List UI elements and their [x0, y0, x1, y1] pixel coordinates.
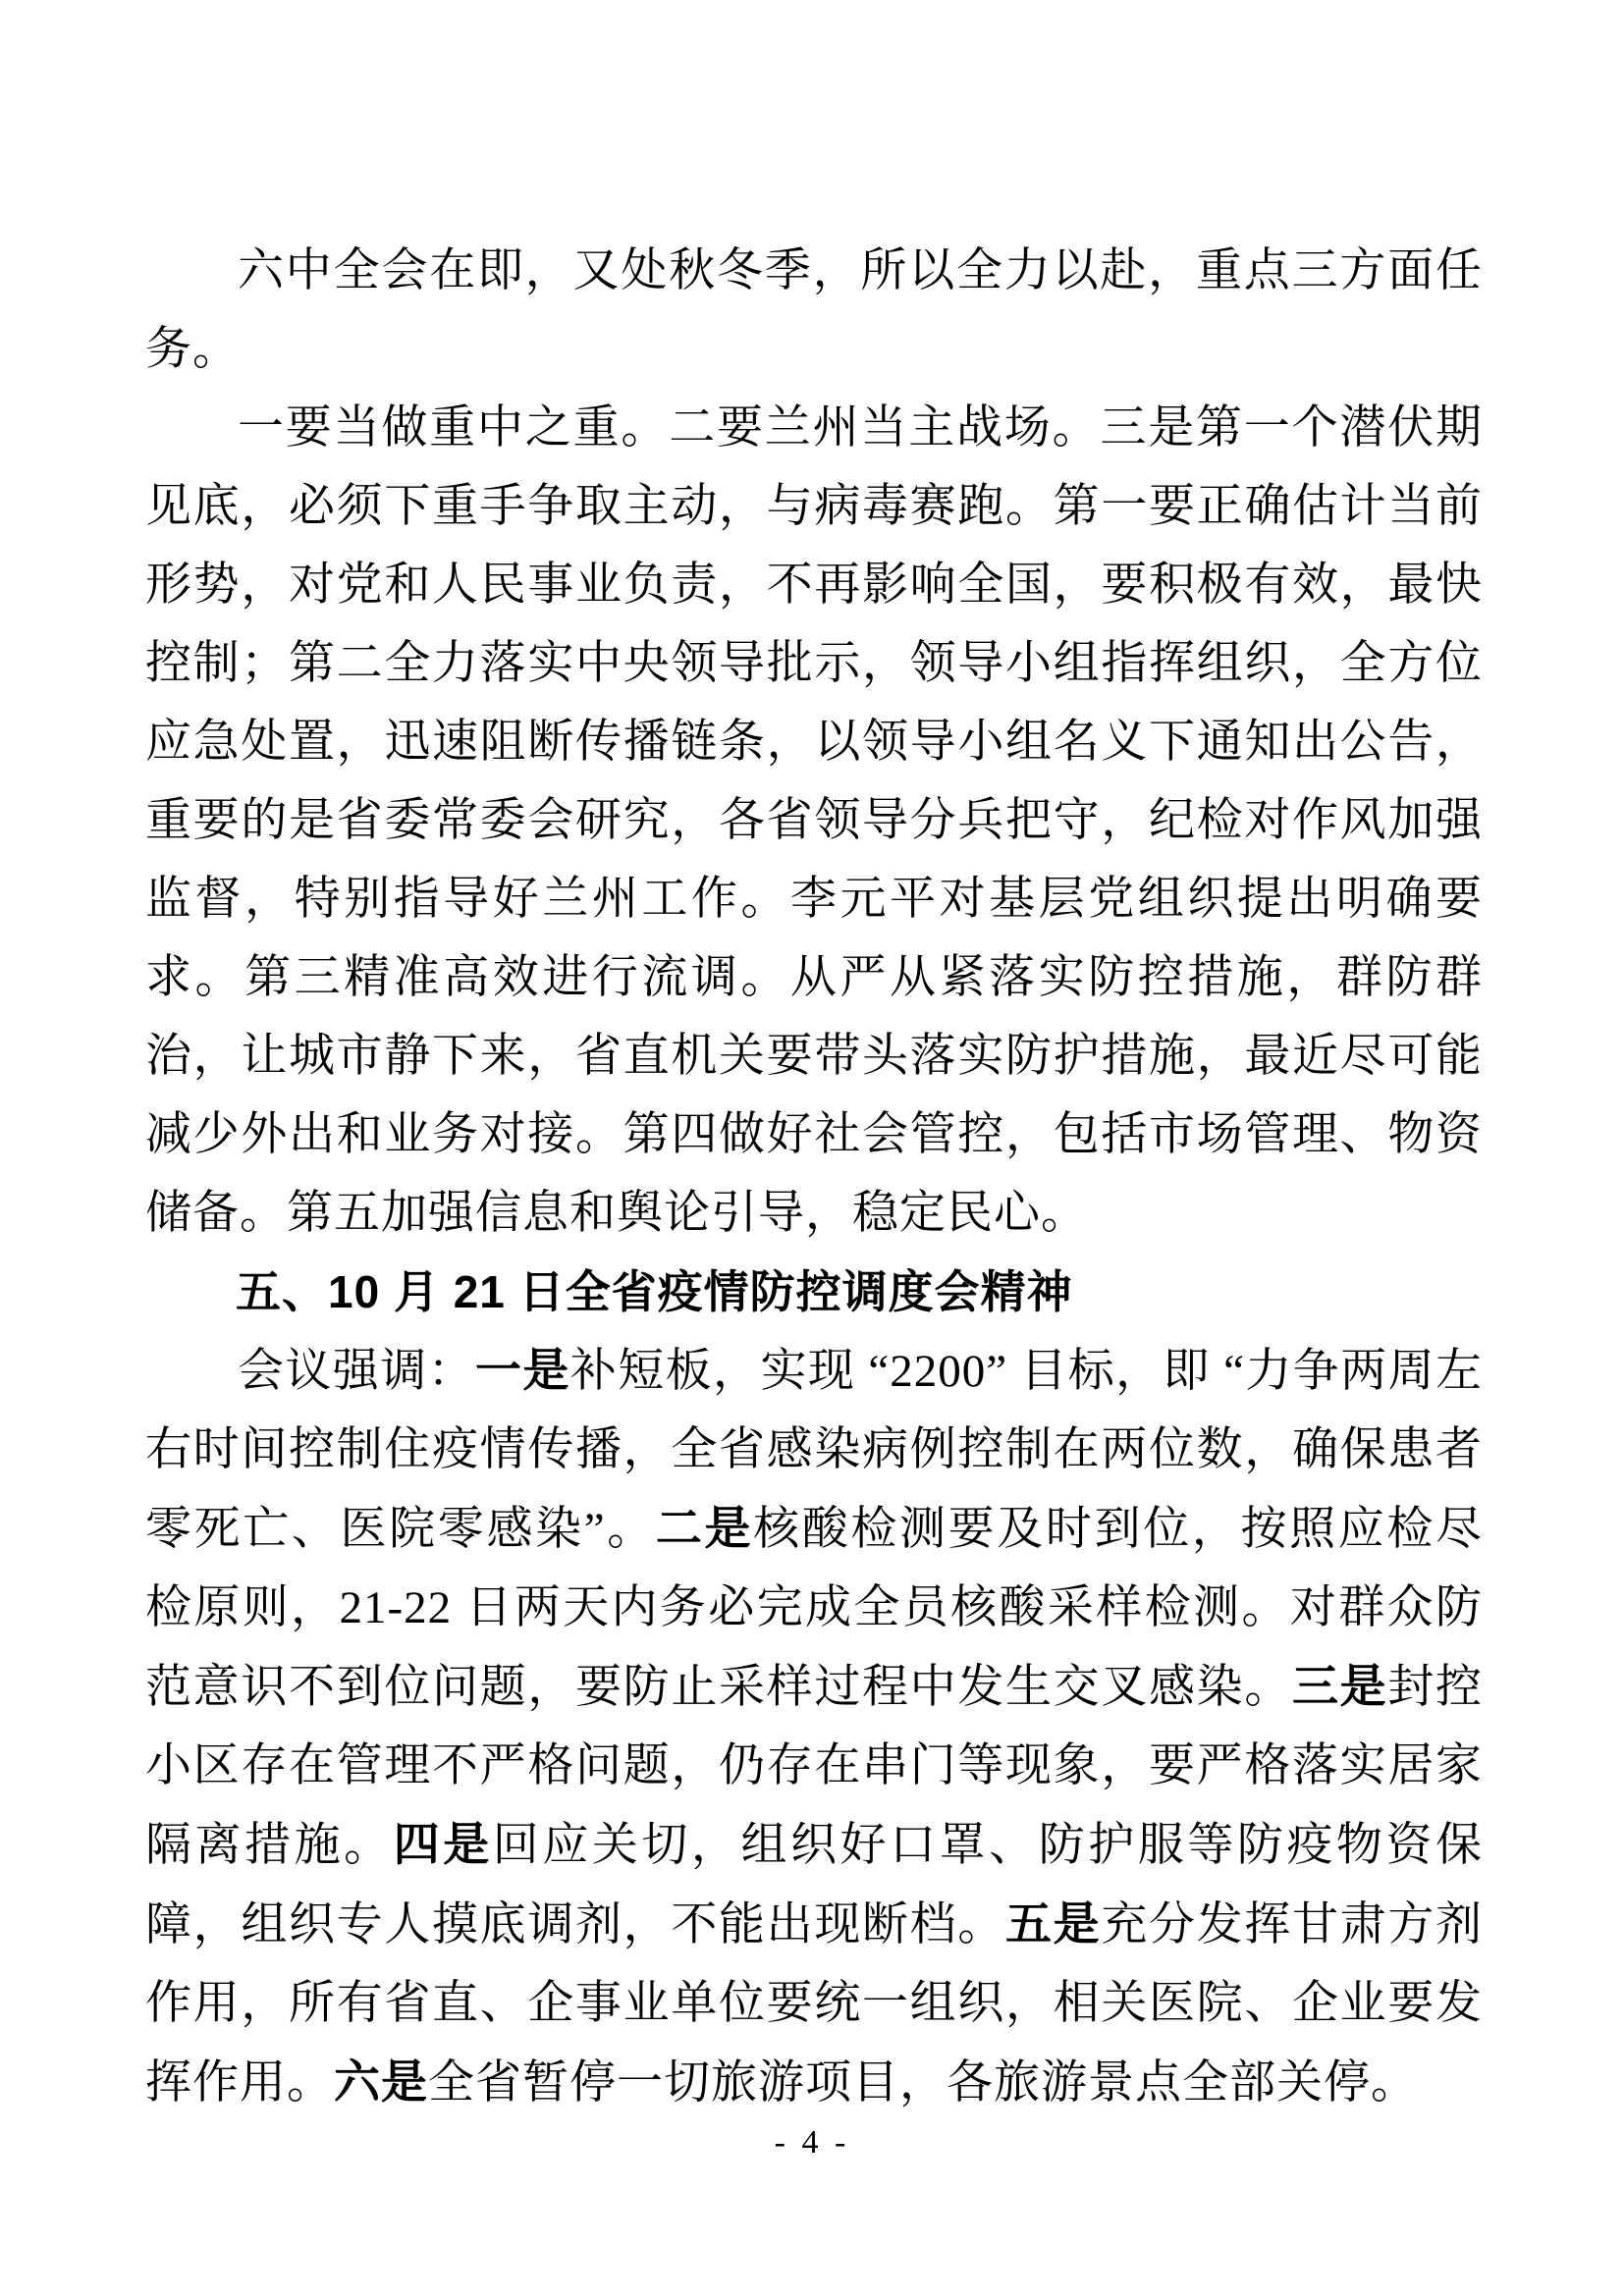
text-run: 充分发挥甘肃方剂作用，所有省直、企事业单位要统一组织，相关医院、企业要发挥作用。 [145, 1899, 1484, 2109]
paragraph-key-tasks: 一要当做重中之重。二要兰州当主战场。三是第一个潜伏期见底，必须下重手争取主动，与病毒赛跑。第一要正确估计当前形势，对党和人民事业负责，不再影响全国，要积极有效，最快控制；第二全力落实中央领导批示，领导小组指挥组织，全方位应急处置，迅速阻断传播链条，以领导小组名义下通知出公告，重要的是省委常委会研究，各省领导分兵把守，纪检对作风加强监督，特别指导好兰州工作。李元平对基层党组织提出明确要求。第三精准高效进行流调。从严从紧落实防控措施，群防群治，让城市静下来，省直机关要带头落实防护措施，最近尽可能减少外出和业务对接。第四做好社会管控，包括市场管理、物资储备。第五加强信息和舆论引导，稳定民心。 [145, 402, 1483, 1239]
text-run-bold: 一是 [475, 1344, 570, 1396]
section-heading: 五、10 月 21 日全省疫情防控调度会精神 [236, 1266, 1073, 1317]
text-run: 回应关切，组织好口罩、防护服等防疫物资保障，组织专人摸底调剂，不能出现断档。 [145, 1820, 1484, 1950]
text-run-bold: 三是 [1292, 1660, 1388, 1712]
document-body [145, 232, 1483, 2122]
text-run-bold: 二是 [655, 1502, 754, 1554]
paragraph-intro: 六中全会在即，又处秋冬季，所以全力以赴，重点三方面任务。 [145, 245, 1483, 375]
page-number: - 4 - [774, 2124, 850, 2161]
text-run: 补短板，实现 “2200” 目标，即 “力争两周左右时间控制住疫情传播，全省感染病例控制在两位数，确保患者零死亡、医院零感染”。 [145, 1346, 1483, 1555]
text-run: 会议强调： [238, 1346, 476, 1397]
text-run: 核酸检测要及时到位，按照应检尽检原则，21-22 日两天内务必完成全员核酸采样检测。对群众防范意识不到位问题，要防止采样过程中发生交叉感染。 [145, 1504, 1484, 1713]
text-run: 封控小区存在管理不严格问题，仍存在串门等现象，要严格落实居家隔离措施。 [145, 1662, 1484, 1871]
text-run-bold: 四是 [393, 1818, 493, 1870]
paragraph-meeting-spirit [145, 1331, 1483, 2122]
text-run-bold: 五是 [1005, 1897, 1102, 1949]
text-run: 全省暂停一切旅游项目，各旅游景点全部关停。 [428, 2057, 1418, 2109]
text-run-bold: 六是 [334, 2056, 428, 2108]
